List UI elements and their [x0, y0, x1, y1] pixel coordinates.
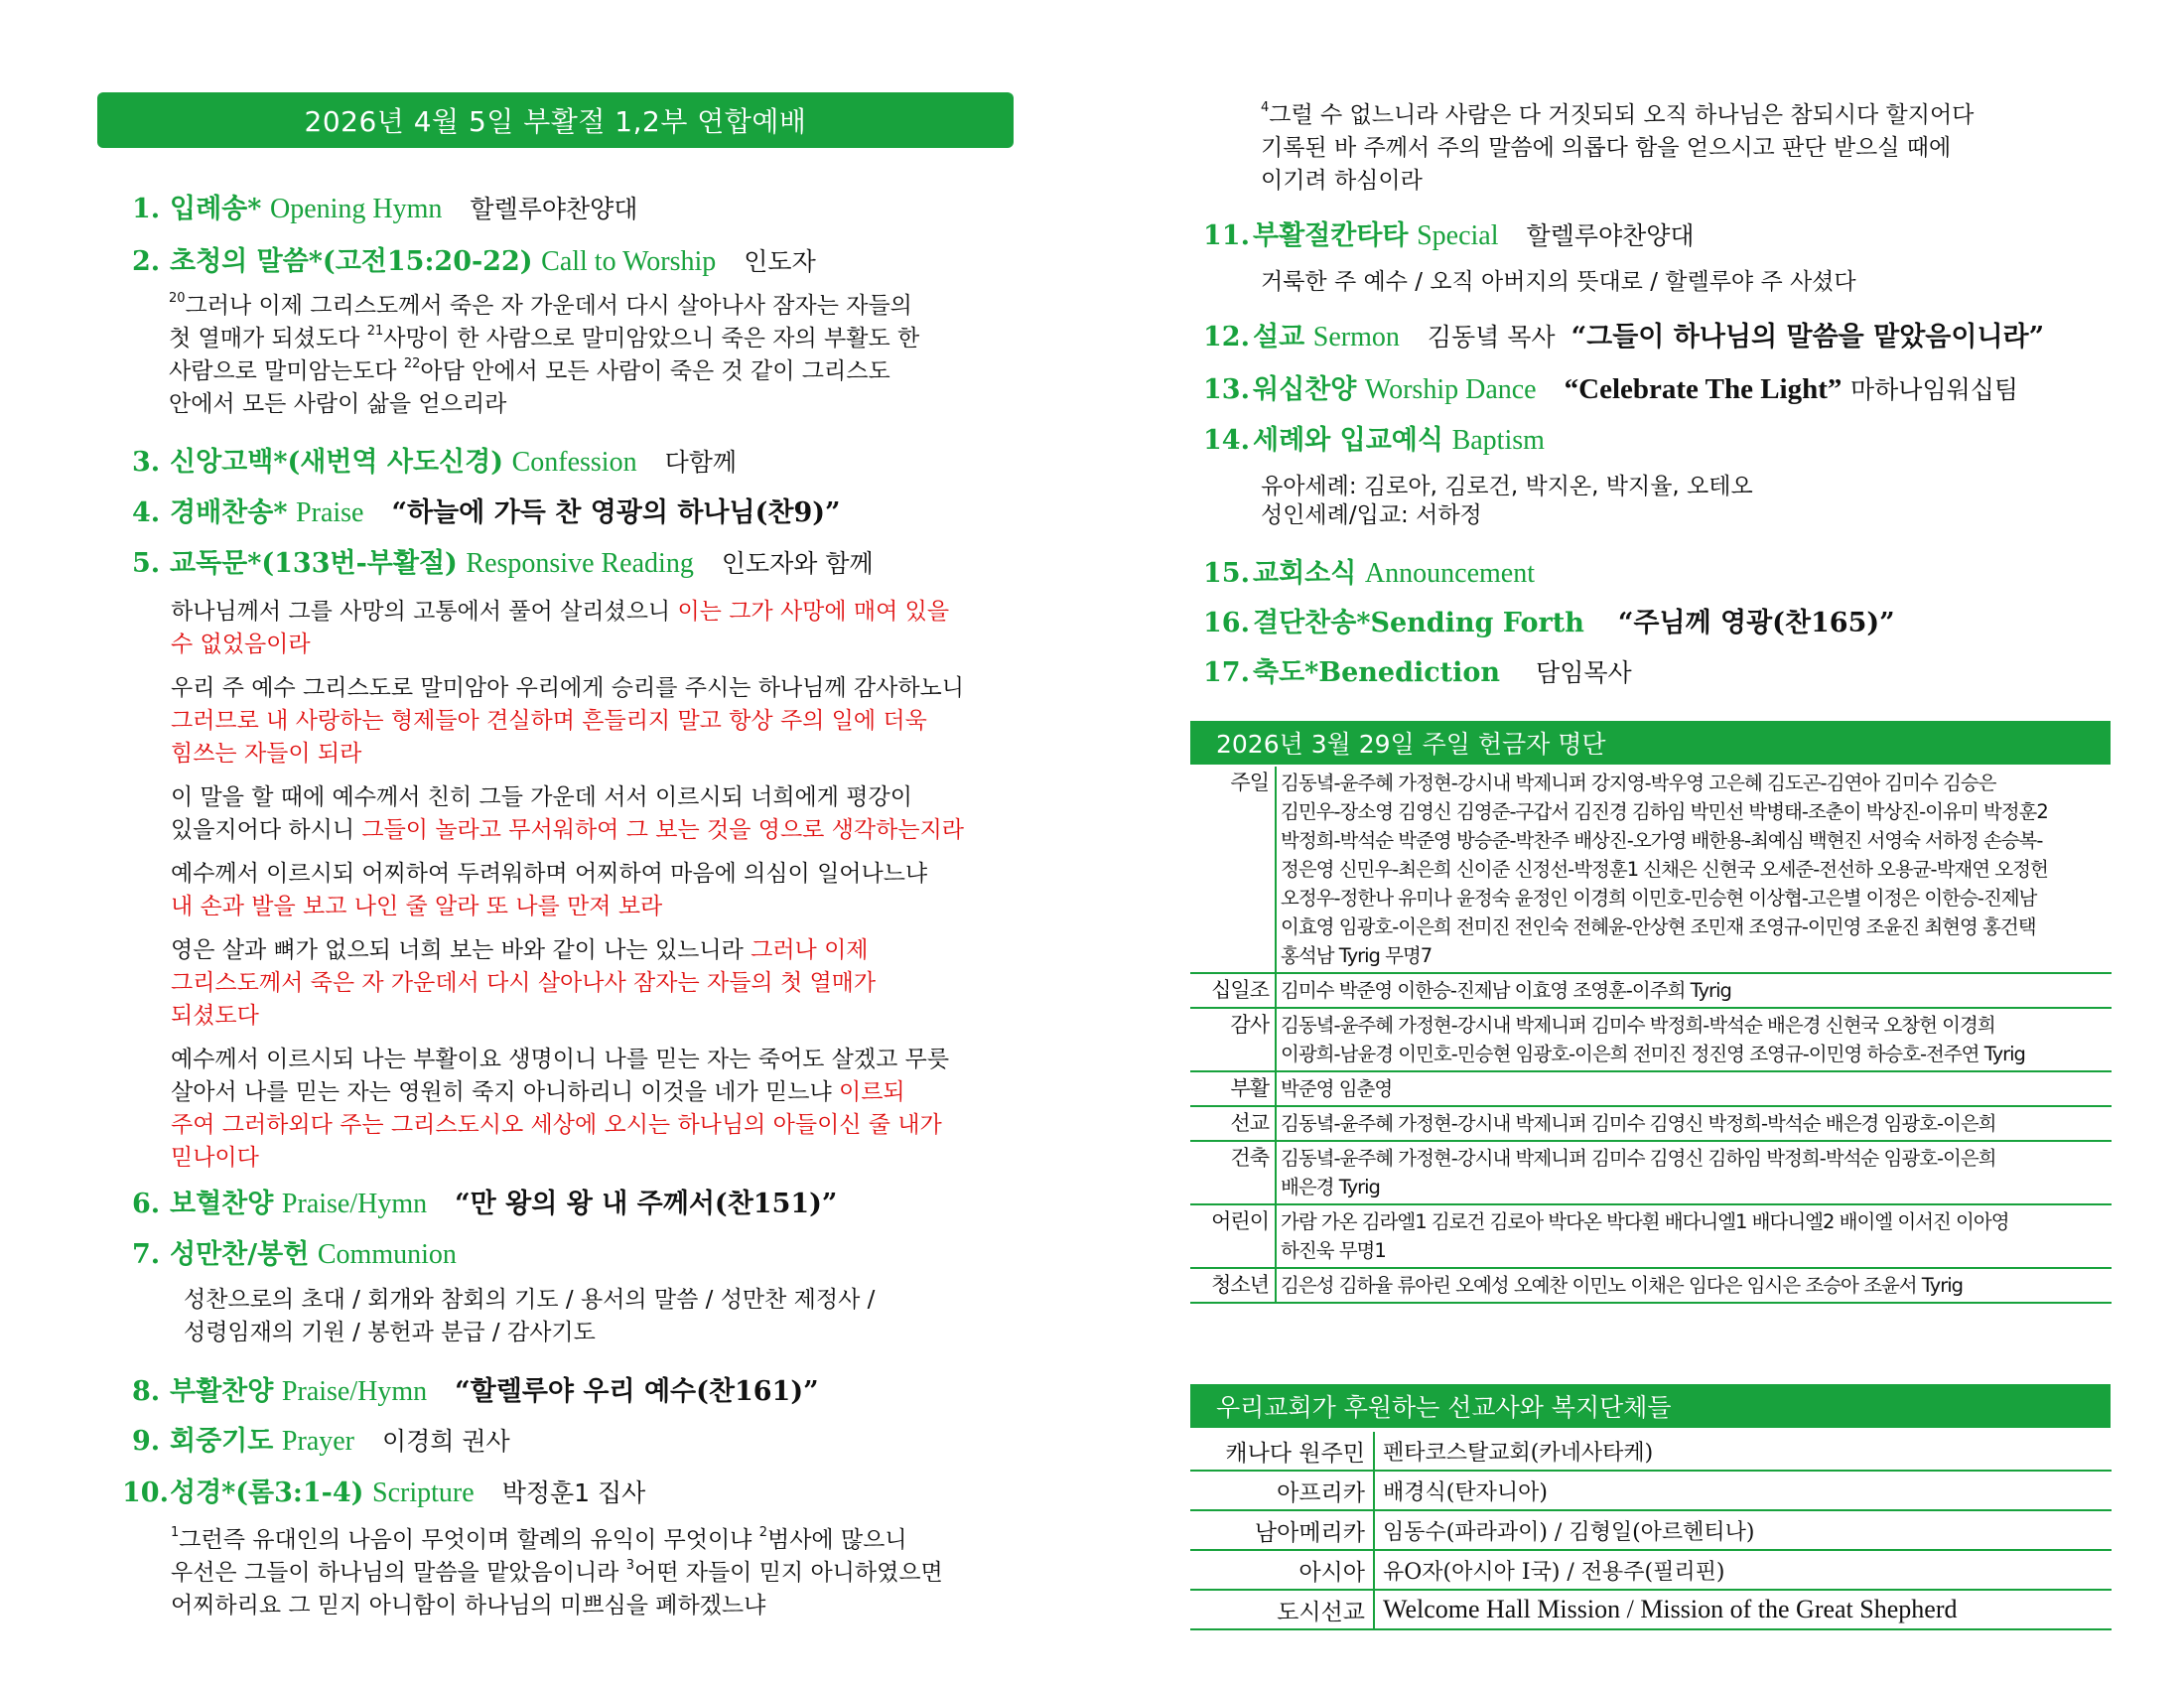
order-item: 11. 부활절칸타타 Special 할렐루야찬양대	[1203, 220, 1695, 251]
donor-names-line: 김동녘-윤주혜 가정현-강시내 박제니퍼 김미수 박정희-박석순 배은경 신현국 오창헌 이경희	[1281, 1014, 1995, 1037]
mission-region: 남아메리카	[1190, 1510, 1374, 1550]
order-item: 13. 워십찬양 Worship Dance “Celebrate The Light” 마하나임워십팀	[1203, 373, 2019, 405]
order-item: 3. 신앙고백*(새번역 사도신경) Confession 다함께	[132, 447, 738, 478]
donor-names-line: 김은성 김하율 류아린 오예성 오예찬 이민노 이채은 임다은 임시은 조승아 조윤서 Tyrig	[1281, 1274, 1964, 1297]
order-item: 8. 부활찬양 Praise/Hymn “할렐루야 우리 예수(찬161)”	[132, 1376, 819, 1407]
donor-names-line: 김동녘-윤주혜 가정현-강시내 박제니퍼 김미수 김영신 김하임 박정희-박석순 임광호-이은희	[1281, 1147, 1996, 1170]
order-item: 2. 초청의 말씀*(고전15:20-22) Call to Worship 인도자	[132, 246, 816, 277]
order-item: 16. 결단찬송*Sending Forth “주님께 영광(찬165)”	[1203, 608, 1895, 638]
scripture-text-continued: $^4$그럴 수 없느니라 사람은 다 거짓되되 오직 하나님은 참되시다 할지어다 기록된 바 주께서 주의 말씀에 의롭다 함을 얻으시고 판단 받으실 때에 이기려 하심이라	[1261, 100, 1975, 194]
donor-names-line: 김동녘-윤주혜 가정현-강시내 박제니퍼 김미수 김영신 박정희-박석순 배은경 임광호-이은희	[1281, 1112, 1996, 1135]
order-item: 5. 교독문*(133번-부활절) Responsive Reading 인도자와 함께	[132, 548, 874, 579]
cantata-text: 거룩한 주 예수 / 오직 아버지의 뜻대로 / 할렐루야 주 사셨다	[1261, 269, 1856, 295]
donor-category: 주일	[1190, 767, 1276, 973]
donor-row	[1190, 1071, 2112, 1106]
donor-names	[1276, 973, 2112, 1008]
donor-names	[1276, 767, 2112, 973]
donor-names-line: 오정우-정한나 유미나 윤정숙 윤정인 이경희 이민호-민승현 이상협-고은별 이정은 이한승-진제남	[1281, 887, 2037, 910]
call-to-worship-text: $^{20}$그러나 이제 그리스도께서 죽은 자 가운데서 다시 살아나사 잠자는 자들의 첫 열매가 되셨도다 $^{21}$사망이 한 사람으로 말미암았으니 죽은 자의 부활도 한 사람으로 말미암는도다 $^{22}$아담 안에서 모든 사람이 죽은 것 같이 그리스도 안에서 모든 사람이 삶을 얻으리라	[169, 291, 920, 417]
donor-row	[1190, 1106, 2112, 1141]
donor-row	[1190, 1008, 2112, 1071]
missions-header: 우리교회가 후원하는 선교사와 복지단체들	[1190, 1384, 2111, 1428]
mission-region: 도시선교	[1190, 1590, 1374, 1629]
order-item: 10.성경*(롬3:1-4) Scripture 박정훈1 집사	[122, 1477, 646, 1508]
responsive-reading-text: 하나님께서 그를 사망의 고통에서 풀어 살리셨으니 이는 그가 사망에 매여 있을 수 없었음이라 우리 주 예수 그리스도로 말미암아 우리에게 승리를 주시는 하나님께 감사하노니 그러므로 내 사랑하는 형제들아 견실하며 흔들리지 말고 항상 주의 일에 더욱 힘쓰는 자들이 되라 이 말을 할 때에 예수께서 친히 그들 가운데 서서 이르시되 너희에게 평강이 있을지어다 하시니 그들이 놀라고 무서워하여 그 보는 것을 영으로 생각하는지라 예수께서 이르시되 어찌하여 두려워하며 어찌하여 마음에 의심이 일어나느냐 내 손과 발을 보고 나인 줄 알라 또 나를 만져 보라 영은 살과 뼈가 없으되 너희 보는 바와 같이 나는 있느니라 그러나 이제 그리스도께서 죽은 자 가운데서 다시 살아나사 잠자는 자들의 첫 열매가 되셨도다 예수께서 이르시되 나는 부활이요 생명이니 나를 믿는 자는 죽어도 살겠고 무릇 살아서 나를 믿는 자는 영원히 죽지 아니하리니 이것을 네가 믿느냐 이르되 주여 그러하외다 주는 그리스도시오 세상에 오시는 하나님의 아들이신 줄 내가 믿나이다	[171, 599, 965, 1171]
donor-names-line: 이효영 임광호-이은희 전미진 전인숙 전혜윤-안상현 조민재 조영규-이민영 조윤진 최현영 홍건택	[1281, 915, 2036, 938]
scripture-text: $^1$그런즉 유대인의 나음이 무엇이며 할례의 유익이 무엇이냐 $^2$범사에 많으니 우선은 그들이 하나님의 말씀을 맡았음이니라 $^3$어떤 자들이 믿지 아니하였으면 어찌하리요 그 믿지 아니함이 하나님의 미쁘심을 폐하겠느냐	[171, 1525, 943, 1618]
donor-names	[1276, 1008, 2112, 1071]
donor-table	[1190, 767, 2112, 1304]
donor-names-line: 김민우-장소영 김영신 김영준-구갑서 김진경 김하임 박민선 박병태-조춘이 박상진-이유미 박정훈2	[1281, 800, 2048, 823]
donor-row	[1190, 1268, 2112, 1303]
donor-category: 선교	[1190, 1106, 1276, 1141]
mission-row	[1190, 1510, 2112, 1550]
donor-row	[1190, 973, 2112, 1008]
donor-names-line: 김동녘-윤주혜 가정현-강시내 박제니퍼 강지영-박우영 고은혜 김도곤-김연아 김미수 김승은	[1281, 772, 1996, 794]
donor-names	[1276, 1106, 2112, 1141]
mission-row	[1190, 1590, 2112, 1629]
order-item: 14. 세례와 입교예식 Baptism	[1203, 425, 1545, 456]
order-item: 15. 교회소식 Announcement	[1203, 558, 1535, 589]
missions-table	[1190, 1432, 2112, 1630]
order-item: 4. 경배찬송* Praise “하늘에 가득 찬 영광의 하나님(찬9)”	[132, 497, 841, 528]
donor-category: 감사	[1190, 1008, 1276, 1071]
mission-recipient: 펜타코스탈교회(카네사타케)	[1374, 1432, 2112, 1471]
donor-category: 부활	[1190, 1071, 1276, 1106]
donor-row	[1190, 1141, 2112, 1204]
donor-list-header: 2026년 3월 29일 주일 헌금자 명단	[1190, 721, 2111, 765]
order-item: 12. 설교 Sermon 김동녘 목사 “그들이 하나님의 말씀을 맡았음이니라”	[1203, 322, 2045, 352]
donor-names	[1276, 1268, 2112, 1303]
donor-category: 십일조	[1190, 973, 1276, 1008]
donor-names-line: 박준영 임춘영	[1281, 1077, 1393, 1100]
mission-recipient: 유O자(아시아 I국) / 전용주(필리핀)	[1374, 1550, 2112, 1590]
donor-names-line: 배은경 Tyrig	[1281, 1176, 1380, 1198]
mission-row	[1190, 1550, 2112, 1590]
donor-names-line: 김미수 박준영 이한승-진제남 이효영 조영훈-이주희 Tyrig	[1281, 979, 1731, 1002]
mission-region: 캐나다 원주민	[1190, 1432, 1374, 1471]
donor-names-line: 홍석남 Tyrig 무명7	[1281, 944, 1433, 967]
mission-row	[1190, 1471, 2112, 1510]
communion-text: 성찬으로의 초대 / 회개와 참회의 기도 / 용서의 말씀 / 성만찬 제정사 / 성령임재의 기원 / 봉헌과 분급 / 감사기도	[184, 1287, 876, 1345]
order-item: 17. 축도*Benediction 담임목사	[1203, 657, 1632, 688]
donor-names	[1276, 1204, 2112, 1268]
baptism-text: 유아세례: 김로아, 김로건, 박지온, 박지율, 오테오 성인세례/입교: 서하정	[1261, 474, 1753, 528]
order-item: 1. 입례송* Opening Hymn 할렐루야찬양대	[132, 194, 638, 224]
mission-row	[1190, 1432, 2112, 1471]
mission-region: 아프리카	[1190, 1471, 1374, 1510]
donor-names-line: 박정희-박석순 박준영 방승준-박찬주 배상진-오가영 배한용-최예심 백현진 서영숙 서하정 손승복-	[1281, 829, 2043, 852]
mission-region: 아시아	[1190, 1550, 1374, 1590]
donor-names-line: 가람 가온 김라엘1 김로건 김로아 박다온 박다흰 배다니엘1 배다니엘2 배이엘 이서진 이아영	[1281, 1210, 2009, 1233]
mission-recipient: Welcome Hall Mission / Mission of the Great Shepherd	[1374, 1590, 2112, 1629]
donor-names-line: 정은영 신민우-최은희 신이준 신정선-박정훈1 신채은 신현국 오세준-전선하 오용균-박재연 오정헌	[1281, 858, 2048, 881]
donor-row	[1190, 767, 2112, 973]
donor-category: 청소년	[1190, 1268, 1276, 1303]
page-title: 2026년 4월 5일 부활절 1,2부 연합예배	[97, 92, 1014, 148]
mission-recipient: 임동수(파라과이) / 김형일(아르헨티나)	[1374, 1510, 2112, 1550]
donor-row	[1190, 1204, 2112, 1268]
donor-names-line: 하진욱 무명1	[1281, 1239, 1386, 1262]
order-item: 9. 회중기도 Prayer 이경희 권사	[132, 1426, 510, 1457]
donor-names	[1276, 1141, 2112, 1204]
donor-category: 건축	[1190, 1141, 1276, 1204]
donor-names	[1276, 1071, 2112, 1106]
mission-recipient: 배경식(탄자니아)	[1374, 1471, 2112, 1510]
order-item: 7. 성만찬/봉헌 Communion	[132, 1239, 457, 1270]
donor-category: 어린이	[1190, 1204, 1276, 1268]
order-item: 6. 보혈찬양 Praise/Hymn “만 왕의 왕 내 주께서(찬151)”	[132, 1189, 838, 1219]
donor-names-line: 이광희-남윤경 이민호-민승현 임광호-이은희 전미진 정진영 조영규-이민영 하승호-전주연 Tyrig	[1281, 1043, 2025, 1065]
